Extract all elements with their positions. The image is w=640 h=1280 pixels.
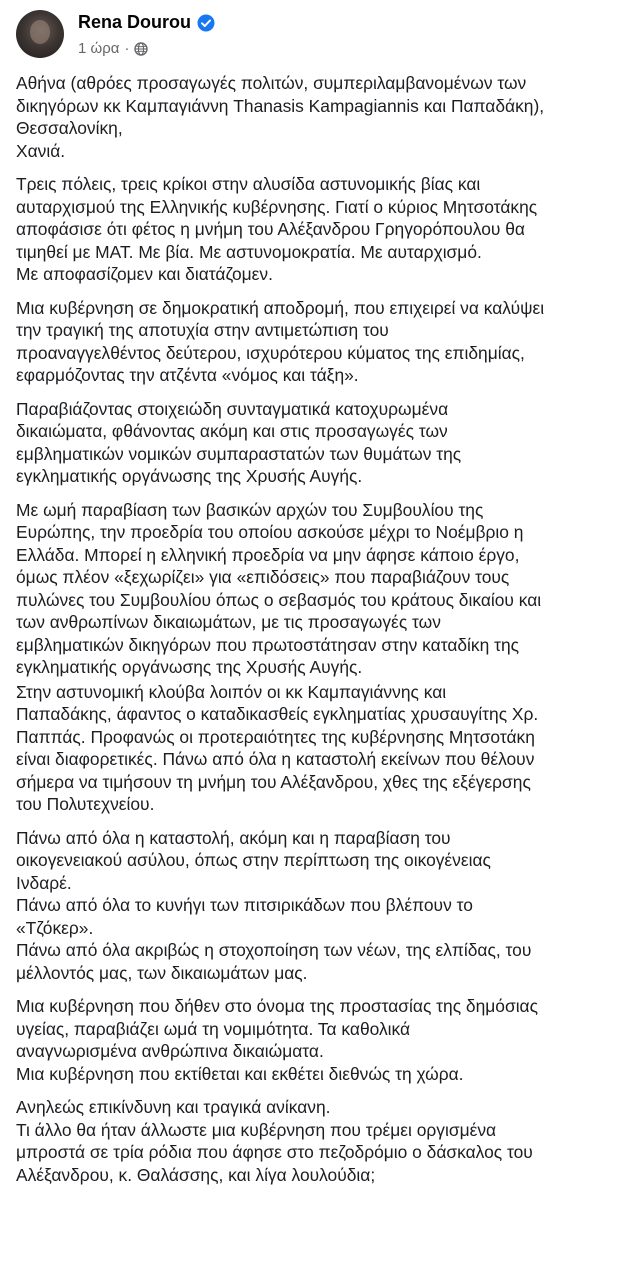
post-text-line: Χανιά. <box>16 140 66 161</box>
post-text-line: είναι διαφορετικές. Πάνω από όλα η καταστολή εκείνων που θέλουν <box>16 749 535 769</box>
post-text-line: όμως πλέον «ξεχωρίζει» για «επιδόσεις» που παραβιάζουν τους <box>16 567 510 587</box>
post-text-line: των ανθρωπίνων δικαιωμάτων, με τις προσαγωγές των <box>16 612 441 632</box>
post-text-line: εγκληματικής οργάνωσης της Χρυσής Αυγής. <box>16 466 363 486</box>
post-text-line: Τρεις πόλεις, τρεις κρίκοι στην αλυσίδα αστυνομικής βίας και <box>16 174 481 194</box>
post-text-line: Παππάς. Προφανώς οι προτεραιότητες της κυβέρνησης Μητσοτάκη <box>16 726 535 747</box>
author-row <box>78 12 215 33</box>
post-text-line: εμβληματικών νομικών συμπαραστατών των θυμάτων της <box>16 443 462 464</box>
post-text-line: δικαιώματα, φθάνοντας ακόμη και στις προσαγωγές των <box>16 421 448 441</box>
post-text-line: μπροστά σε τρία ρόδια που άφησε στο πεζοδρόμιο ο δάσκαλος του <box>16 1142 533 1162</box>
post-text-line: αποφάσισε ότι φέτος η μνήμη του Αλέξανδρου Γρηγορόπουλου θα <box>16 219 525 239</box>
post-paragraph <box>16 398 628 488</box>
post-paragraph <box>16 1096 628 1186</box>
post-text-line: Ελλάδα. Μπορεί η ελληνική προεδρία να μην άφησε κάποιο έργο, <box>16 544 520 565</box>
post-text-line: τιμηθεί με ΜΑΤ. Με βία. Με αστυνομοκρατία. Με αυταρχισμό. <box>16 241 482 262</box>
post-text-line: αυταρχισμού της Ελληνικής κυβέρνησης. Γιατί ο κύριος Μητσοτάκης <box>16 196 538 217</box>
post-text-line: Παραβιάζοντας στοιχειώδη συνταγματικά κατοχυρωμένα <box>16 398 449 419</box>
post-text-line: Αθήνα (αθρόες προσαγωγές πολιτών, συμπεριλαμβανομένων των <box>16 73 527 93</box>
post-text-line: εμβληματικών δικηγόρων που πρωτοστάτησαν στην καταδίκη της <box>16 634 520 655</box>
post-text-line: Αλέξανδρου, κ. Θαλάσσης, και λίγα λουλούδια; <box>16 1164 376 1185</box>
post-text-line: Μια κυβέρνηση που εκτίθεται και εκθέτει διεθνώς τη χώρα. <box>16 1063 464 1084</box>
post-paragraph <box>16 72 628 162</box>
post-text-line: Με αποφασίζομεν και διατάζομεν. <box>16 264 273 284</box>
author-name[interactable]: Rena Dourou <box>78 12 192 32</box>
post-text-line: «Τζόκερ». <box>16 917 94 938</box>
post-paragraph <box>16 827 628 985</box>
post-text-line: Μια κυβέρνηση σε δημοκρατική αποδρομή, που επιχειρεί να καλύψει <box>16 297 545 318</box>
post-text-line: αναγνωρισμένα ανθρώπινα δικαιώματα. <box>16 1041 324 1061</box>
meta-separator: · <box>124 40 130 57</box>
post-timestamp[interactable]: 1 ώρα <box>78 40 120 57</box>
post-paragraph <box>16 681 628 816</box>
post-text-line: Ευρώπης, την προεδρία του οποίου ασκούσε μέχρι το Νοέμβριο η <box>16 522 524 542</box>
post-text-line: Με ωμή παραβίαση των βασικών αρχών του Συμβουλίου της <box>16 499 484 520</box>
post-text-line: πυλώνες του Συμβουλίου όπως ο σεβασμός του κράτους δικαίου και <box>16 589 542 610</box>
post-text-line: μέλλοντός μας, των δικαιωμάτων μας. <box>16 962 308 983</box>
post-text-line: εφαρμόζοντας την ατζέντα «νόμος και τάξη». <box>16 365 359 385</box>
post-text-line: Ανηλεώς επικίνδυνη και τραγικά ανίκανη. <box>16 1097 331 1117</box>
post-text-line: Τι άλλο θα ήταν άλλωστε μια κυβέρνηση που τρέμει οργισμένα <box>16 1119 497 1140</box>
post-text-line: δικηγόρων κκ Καμπαγιάννη Thanasis Kampagiannis και Παπαδάκη), <box>16 95 545 116</box>
post-text-line: εγκληματικής οργάνωσης της Χρυσής Αυγής. <box>16 657 363 677</box>
globe-icon[interactable] <box>134 42 148 56</box>
verified-badge-icon <box>197 14 215 32</box>
post-text-line: Παπαδάκης, άφαντος ο καταδικασθείς εγκληματίας χρυσαυγίτης Χρ. <box>16 704 539 724</box>
post-text-line: υγείας, παραβιάζει ωμά τη νομιμότητα. Τα καθολικά <box>16 1018 411 1039</box>
post-text-line: Μια κυβέρνηση που δήθεν στο όνομα της προστασίας της δημόσιας <box>16 996 538 1016</box>
avatar[interactable] <box>16 10 64 58</box>
post-text-line: οικογενειακού ασύλου, όπως στην περίπτωση της οικογένειας <box>16 850 491 870</box>
post-text-line: Στην αστυνομική κλούβα λοιπόν οι κκ Καμπαγιάννης και <box>16 681 447 702</box>
post-text-line: Πάνω από όλα η καταστολή, ακόμη και η παραβίαση του <box>16 827 451 848</box>
post-header <box>16 8 624 64</box>
post-text <box>16 72 628 1197</box>
post-text-line: του Πολυτεχνείου. <box>16 794 155 814</box>
post-text-line: την τραγική της αποτυχία στην αντιμετώπιση του <box>16 320 389 340</box>
post-text-line: προαναγγελθέντος δεύτερου, ισχυρότερου κύματος της επιδημίας, <box>16 342 525 363</box>
post-text-line: Ινδαρέ. <box>16 872 72 893</box>
post-text-line: Θεσσαλονίκη, <box>16 118 123 138</box>
post-text-line: σήμερα να τιμήσουν τη μνήμη του Αλέξανδρου, χθες της εξέγερσης <box>16 771 531 792</box>
post-meta <box>78 40 148 57</box>
post-text-line: Πάνω από όλα το κυνήγι των πιτσιρικάδων που βλέπουν το <box>16 895 473 915</box>
post-paragraph <box>16 499 628 679</box>
post-paragraph <box>16 297 628 387</box>
post-text-line: Πάνω από όλα ακριβώς η στοχοποίηση των νέων, της ελπίδας, του <box>16 940 532 960</box>
post-paragraph <box>16 995 628 1085</box>
post-paragraph <box>16 173 628 286</box>
